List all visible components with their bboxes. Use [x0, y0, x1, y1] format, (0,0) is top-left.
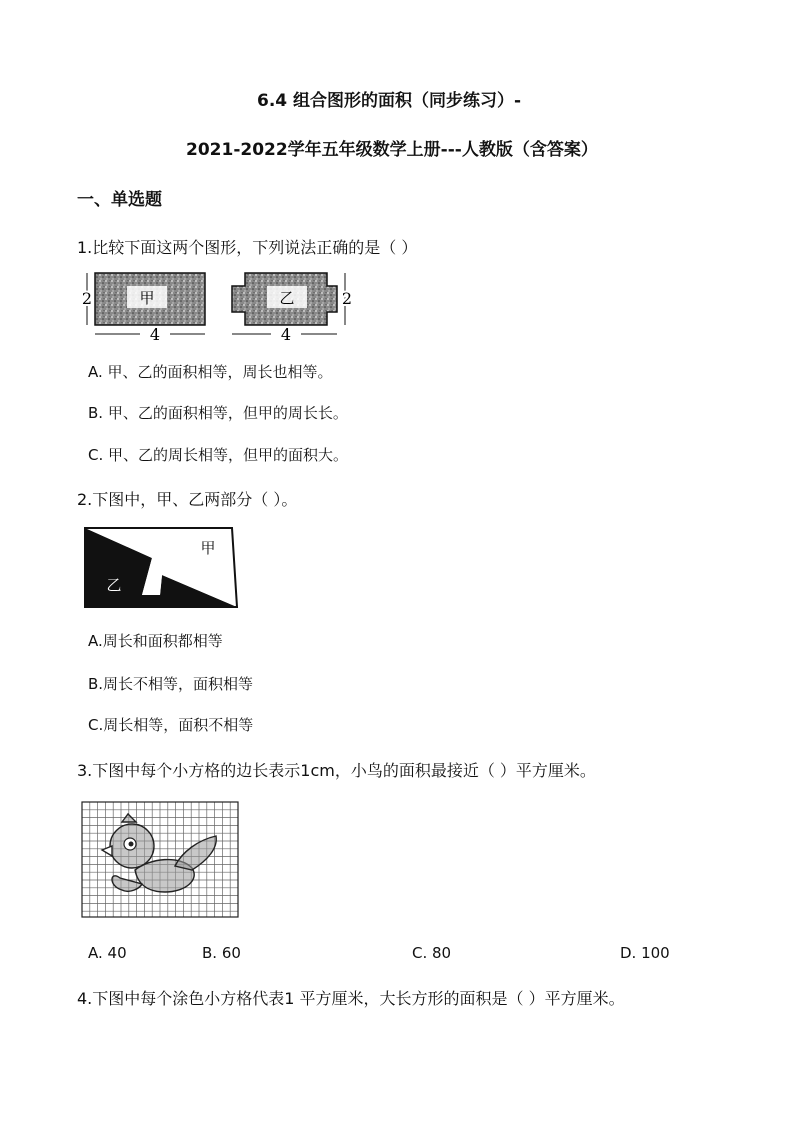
question-3-option-a[interactable]: A. 40	[88, 944, 127, 962]
question-2-option-c[interactable]: C.周长相等，面积不相等	[88, 716, 254, 734]
question-3-grid-figure	[80, 800, 242, 920]
question-3-option-d[interactable]: D. 100	[620, 944, 670, 962]
shape-yi-height: 2	[341, 289, 353, 308]
question-1-option-a[interactable]: A. 甲、乙的面积相等，周长也相等。	[88, 363, 333, 381]
shape-jia-width: 4	[149, 325, 161, 344]
document-title-line2: 2021-2022学年五年级数学上册---人教版（含答案）	[186, 140, 598, 160]
question-4-text: 4.下图中每个涂色小方格代表1 平方厘米，大长方形的面积是（ ）平方厘米。	[77, 989, 625, 1008]
region-yi-label: 乙	[106, 576, 122, 594]
shape-jia-height: 2	[81, 289, 93, 308]
region-jia-label: 甲	[200, 539, 216, 557]
question-1-figure	[75, 268, 365, 348]
question-3-option-c[interactable]: C. 80	[412, 944, 452, 962]
question-1-option-b[interactable]: B. 甲、乙的面积相等，但甲的周长长。	[88, 404, 348, 422]
question-2-option-a[interactable]: A.周长和面积都相等	[88, 632, 223, 650]
question-3-option-b[interactable]: B. 60	[202, 944, 241, 962]
question-1-option-c[interactable]: C. 甲、乙的周长相等，但甲的面积大。	[88, 446, 349, 464]
section-heading: 一、单选题	[77, 190, 162, 210]
shape-yi-label: 乙	[279, 289, 295, 307]
question-2-figure	[82, 525, 242, 613]
shape-yi-width: 4	[280, 325, 292, 344]
question-3-text: 3.下图中每个小方格的边长表示1cm，小鸟的面积最接近（ ）平方厘米。	[77, 761, 596, 780]
question-2-option-b[interactable]: B.周长不相等，面积相等	[88, 675, 254, 693]
shape-jia-label: 甲	[139, 289, 155, 307]
document-title-line1: 6.4 组合图形的面积（同步练习）-	[257, 91, 522, 111]
question-1-text: 1.比较下面这两个图形，下列说法正确的是（ ）	[77, 238, 418, 257]
question-2-text: 2.下图中，甲、乙两部分（ ）。	[77, 490, 298, 509]
